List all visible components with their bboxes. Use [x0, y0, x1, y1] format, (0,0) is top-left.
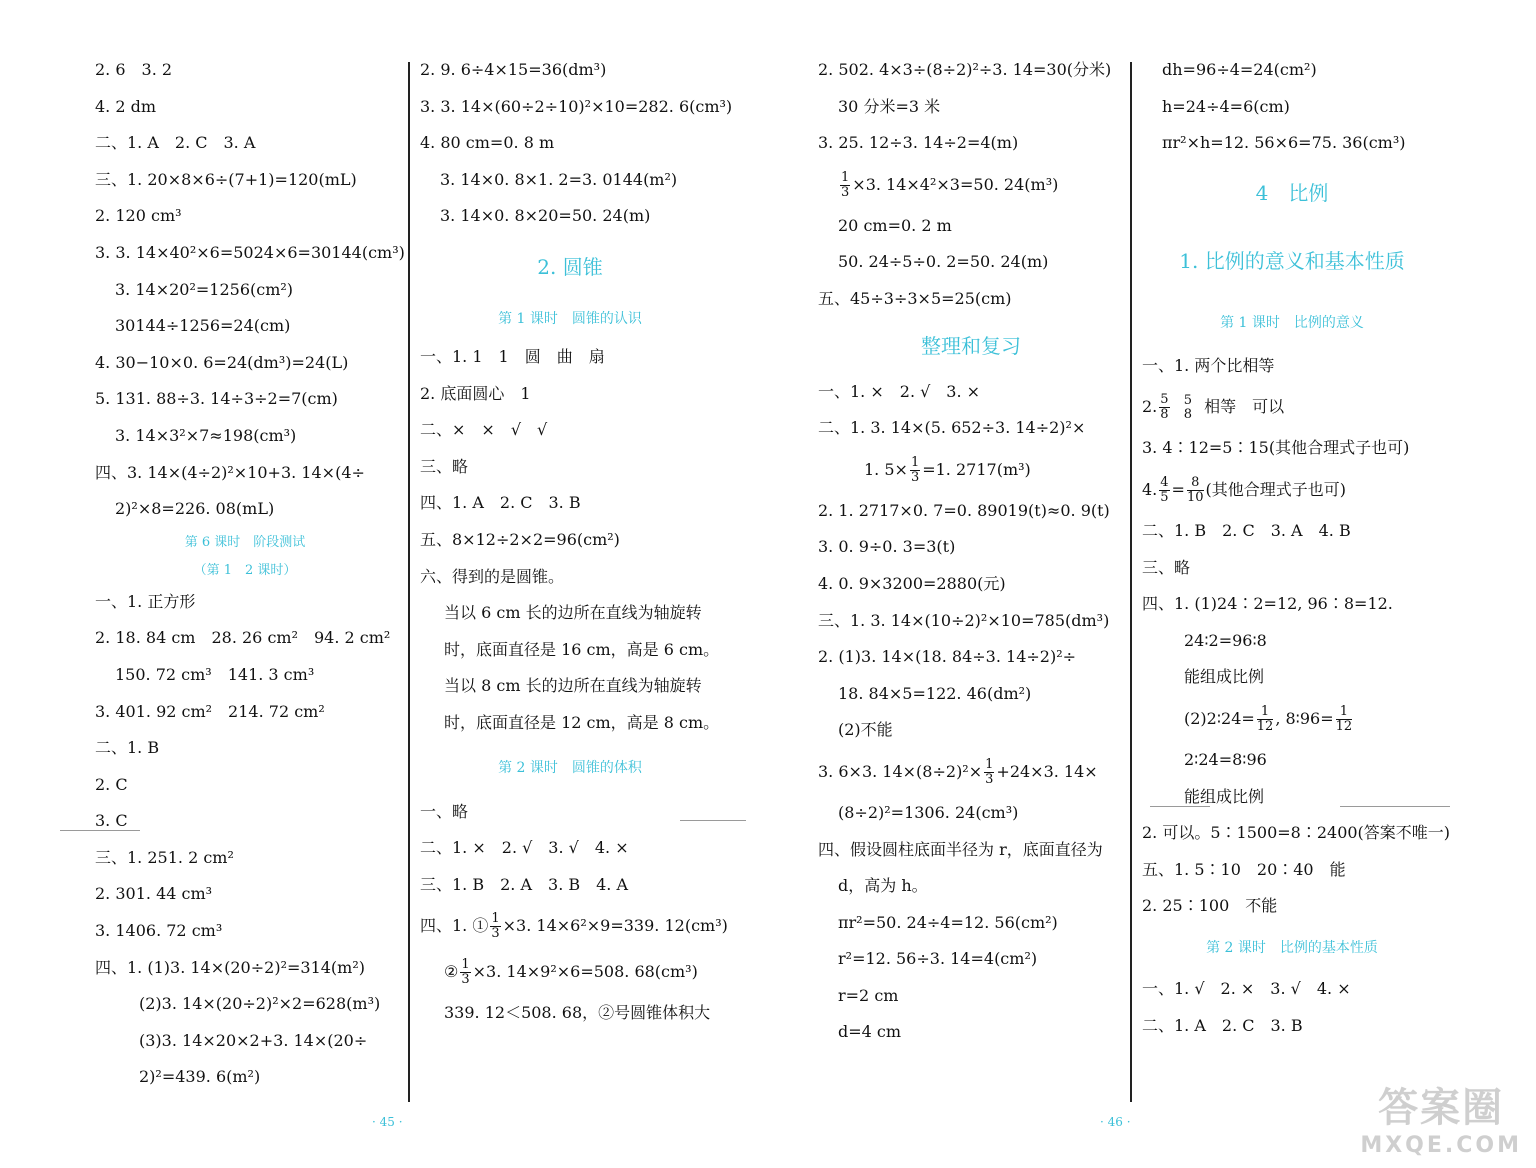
answer-line: 三、略 — [420, 456, 469, 476]
answer-line: 4. 80 cm=0. 8 m — [420, 133, 555, 153]
answer-line: 3. 4∶12=5∶15(其他合理式子也可) — [1142, 438, 1410, 458]
lesson-heading: 第 2 课时 圆锥的体积 — [498, 759, 642, 776]
answer-line: 三、1. 20×8×6÷(7+1)=120(mL) — [95, 169, 357, 189]
lesson-heading: 第 6 课时 阶段测试 — [184, 534, 306, 550]
answer-line: 2. C — [95, 774, 128, 794]
fraction-numerator: 8 — [1187, 476, 1204, 491]
answer-line: (2)3. 14×(20÷2)²×2=628(m³) — [139, 994, 381, 1014]
answer-line: 3. 3. 14×40²×6=5024×6=30144(cm³) — [95, 242, 405, 262]
answer-text: =1. 2717(m³) — [922, 459, 1031, 479]
answer-line: πr²=50. 24÷4=12. 56(cm²) — [838, 912, 1058, 932]
answer-line — [818, 749, 1124, 795]
answer-text: 四、1. ① — [420, 916, 489, 936]
answer-line: 3. 14×0. 8×20=50. 24(m) — [440, 206, 651, 226]
lesson-heading: 第 2 课时 比例的基本性质 — [1206, 939, 1378, 956]
fraction-denominator: 5 — [1160, 489, 1169, 505]
fraction — [840, 171, 850, 200]
fraction — [1184, 394, 1192, 422]
answer-line: 2. 120 cm³ — [95, 206, 182, 226]
lesson-heading: 第 1 课时 圆锥的认识 — [498, 310, 642, 327]
answer-column-1 — [95, 52, 405, 1096]
answer-line — [420, 949, 720, 995]
answer-line: 3. 25. 12÷3. 14÷2=4(m) — [818, 133, 1019, 153]
answer-line: 2. 502. 4×3÷(8÷2)²÷3. 14=30(分米) — [818, 60, 1112, 79]
fraction-numerator: 5 — [1160, 392, 1169, 408]
answer-line: 2)²×8=226. 08(mL) — [115, 499, 275, 519]
fraction-numerator: 4 — [1160, 474, 1169, 490]
answer-text: 1. 5× — [864, 459, 908, 479]
answer-line: 30 分米=3 米 — [838, 96, 941, 116]
fraction-denominator: 3 — [841, 184, 850, 200]
answer-line: 18. 84×5=122. 46(dm²) — [838, 683, 1032, 703]
fraction-denominator: 8 — [1160, 407, 1169, 423]
fraction-denominator: 12 — [1256, 718, 1274, 734]
fraction-numerator: 1 — [841, 169, 850, 185]
answer-line: 3. 14×3²×7≈198(cm³) — [115, 425, 297, 445]
answer-line: 一、1. 两个比相等 — [1142, 355, 1275, 375]
fraction-numerator: 5 — [1183, 392, 1192, 408]
answer-line: 二、1. 3. 14×(5. 652÷3. 14÷2)²× — [818, 418, 1086, 438]
column-divider — [408, 62, 410, 1102]
answer-line: 二、1. B — [95, 738, 160, 758]
answer-line: πr²×h=12. 56×6=75. 36(cm³) — [1162, 133, 1406, 153]
answer-line: 二、× × √ √ — [420, 420, 548, 440]
answer-line: 五、1. 5∶10 20∶40 能 — [1142, 859, 1346, 879]
fraction-numerator: 1 — [1257, 705, 1274, 720]
answer-line: 一、1. √ 2. × 3. √ 4. × — [1142, 978, 1351, 998]
answer-line: 2. 1. 2717×0. 7=0. 89019(t)≈0. 9(t) — [818, 500, 1110, 520]
answer-line: 2. 底面圆心 1 — [420, 383, 531, 403]
fraction-denominator: 3 — [910, 469, 920, 485]
answer-line: 二、1. A 2. C 3. A — [95, 133, 256, 153]
answer-line: (8÷2)²=1306. 24(cm³) — [838, 802, 1019, 822]
answer-line: 2. 25∶100 不能 — [1142, 896, 1278, 916]
page-number-left: · 45 · — [372, 1115, 403, 1129]
answer-line: 三、1. B 2. A 3. B 4. A — [420, 874, 629, 894]
answer-text: 3. 6×3. 14×(8÷2)²× — [818, 761, 983, 781]
answer-line: 一、1. 1 1 圆 曲 扇 — [420, 346, 605, 366]
answer-line: h=24÷4=6(cm) — [1162, 96, 1290, 116]
answer-line: r=2 cm — [838, 985, 899, 1005]
answer-line: 2. 18. 84 cm 28. 26 cm² 94. 2 cm² — [95, 628, 391, 648]
fraction — [984, 758, 994, 787]
answer-text: +24×3. 14× — [996, 761, 1098, 781]
answer-line: 3. 0. 9÷0. 3=3(t) — [818, 537, 956, 557]
fraction — [1159, 476, 1169, 505]
fraction-denominator: 3 — [461, 972, 470, 988]
answer-line: 50. 24÷5÷0. 2=50. 24(m) — [838, 252, 1049, 272]
answer-line: 4. 30−10×0. 6=24(dm³)=24(L) — [95, 352, 349, 372]
answer-line: 二、1. A 2. C 3. B — [1142, 1015, 1303, 1035]
answer-line: d，高为 h。 — [838, 876, 928, 896]
page-number-right: · 46 · — [1100, 1115, 1131, 1129]
answer-line: 2. (1)3. 14×(18. 84÷3. 14÷2)²÷ — [818, 647, 1077, 667]
fraction-denominator: 3 — [985, 771, 994, 787]
answer-line: 20 cm=0. 2 m — [838, 215, 952, 235]
watermark-title: 答案圈 — [1378, 1085, 1505, 1131]
answer-line: 一、1. 正方形 — [95, 591, 196, 611]
answer-line: 2. 可以。5∶1500=8∶2400(答案不唯一) — [1142, 823, 1451, 843]
fraction-denominator: 3 — [491, 926, 500, 942]
answer-line: 3. 14×20²=1256(cm²) — [115, 279, 294, 299]
answer-line: 4. 0. 9×3200=2880(元) — [818, 573, 1006, 593]
unit-heading: 整理和复习 — [921, 333, 1021, 358]
answer-line: 二、1. B 2. C 3. A 4. B — [1142, 520, 1351, 540]
answer-text: 相等 可以 — [1204, 397, 1285, 417]
fraction — [1159, 393, 1169, 422]
scan-rule — [1150, 806, 1210, 807]
watermark-logo — [1360, 1076, 1522, 1158]
answer-line: 时，底面直径是 12 cm，高是 8 cm。 — [444, 712, 720, 732]
watermark-url: MXQE.COM — [1360, 1133, 1522, 1158]
fraction — [910, 456, 920, 485]
fraction-denominator: 8 — [1183, 406, 1192, 422]
answer-line: 3. 3. 14×(60÷2÷10)²×10=282. 6(cm³) — [420, 96, 733, 116]
scan-rule — [680, 820, 746, 821]
answer-line: 150. 72 cm³ 141. 3 cm³ — [115, 664, 315, 684]
answer-line: 5. 131. 88÷3. 14÷3÷2=7(cm) — [95, 389, 338, 409]
fraction-denominator: 10 — [1186, 489, 1204, 505]
answer-line — [818, 162, 1124, 208]
answer-text: (2)2∶24= — [1184, 708, 1255, 728]
answer-line: 2)²=439. 6(m²) — [139, 1067, 261, 1087]
unit-heading: 2. 圆锥 — [537, 254, 603, 279]
answer-line: 能组成比例 — [1184, 786, 1265, 806]
answer-line — [818, 447, 1124, 493]
answer-line: 三、1. 251. 2 cm² — [95, 847, 234, 867]
answer-column-3 — [818, 52, 1124, 1051]
answer-text: , 8∶96= — [1275, 708, 1334, 728]
answer-line: 339. 12＜508. 68，②号圆锥体积大 — [444, 1003, 711, 1023]
answer-line: r²=12. 56÷3. 14=4(cm²) — [838, 949, 1038, 969]
fraction-numerator: 1 — [985, 756, 994, 772]
answer-line: 六、得到的是圆锥。 — [420, 566, 565, 586]
answer-line: 当以 6 cm 长的边所在直线为轴旋转 — [444, 603, 702, 623]
answer-line: 三、1. 3. 14×(10÷2)²×10=785(dm³) — [818, 610, 1110, 630]
answer-line: 五、45÷3÷3×5=25(cm) — [818, 288, 1012, 308]
answer-line: 四、1. (1)3. 14×(20÷2)²=314(m²) — [95, 957, 365, 977]
answer-line: 一、略 — [420, 801, 469, 821]
answer-line: 3. 401. 92 cm² 214. 72 cm² — [95, 701, 325, 721]
section-heading: 1. 比例的意义和基本性质 — [1179, 248, 1405, 273]
fraction — [460, 958, 470, 987]
fraction-numerator: 1 — [491, 911, 500, 927]
answer-line: d=4 cm — [838, 1022, 902, 1042]
answer-line: (2)不能 — [838, 720, 893, 740]
answer-line: 3. 14×0. 8×1. 2=3. 0144(m²) — [440, 169, 678, 189]
answer-line: 能组成比例 — [1184, 667, 1265, 687]
answer-line: 3. 1406. 72 cm³ — [95, 921, 223, 941]
answer-line: 4. 2 dm — [95, 96, 157, 116]
scan-rule — [60, 830, 140, 831]
answer-text: ② — [444, 962, 459, 982]
fraction-numerator: 1 — [1336, 705, 1353, 720]
column-divider — [1130, 62, 1132, 1102]
answer-line — [420, 903, 728, 949]
unit-heading: 4 比例 — [1255, 180, 1329, 205]
fraction — [1187, 476, 1204, 505]
answer-line: 四、1. (1)24∶2=12, 96∶8=12. — [1142, 594, 1393, 614]
answer-column-4 — [1142, 52, 1451, 1044]
answer-line: 五、8×12÷2×2=96(cm²) — [420, 529, 620, 549]
answer-line — [1142, 384, 1442, 430]
fraction-denominator: 12 — [1335, 718, 1353, 734]
answer-line: 2. 9. 6÷4×15=36(dm³) — [420, 60, 607, 79]
answer-line: 2∶24=8∶96 — [1184, 749, 1267, 769]
fraction — [1257, 705, 1274, 734]
answer-text: (其他合理式子也可) — [1205, 479, 1346, 499]
answer-line: 3. C — [95, 811, 128, 831]
answer-line: 2. 301. 44 cm³ — [95, 884, 213, 904]
answer-line: 4. $\frac{4}{5}$ = $\frac{8}{10}$ (其他合理式子也可) — [1142, 474, 1346, 505]
answer-line: 一、1. × 2. √ 3. × — [818, 381, 981, 401]
fraction — [490, 912, 500, 941]
answer-line: 四、1. A 2. C 3. B — [420, 493, 581, 513]
fraction-numerator: 1 — [910, 454, 920, 470]
fraction-numerator: 1 — [461, 957, 470, 973]
answer-text: ×3. 14×4²×3=50. 24(m³) — [852, 174, 1059, 194]
scan-rule — [1340, 806, 1450, 807]
answer-line: 2. 6 3. 2 — [95, 60, 173, 79]
answer-text: ×3. 14×9²×6=508. 68(cm³) — [472, 962, 698, 982]
answer-text: 2. — [1142, 397, 1158, 417]
answer-line: 时，底面直径是 16 cm，高是 6 cm。 — [444, 639, 720, 659]
answer-line: 四、3. 14×(4÷2)²×10+3. 14×(4÷ — [95, 462, 365, 482]
lesson-subheading: （第 1 2 课时） — [193, 562, 297, 578]
answer-line — [1142, 696, 1442, 742]
answer-text: 4. — [1142, 479, 1158, 499]
answer-line: 30144÷1256=24(cm) — [115, 316, 291, 336]
answer-line: 24∶2=96∶8 — [1184, 630, 1267, 650]
answer-line: dh=96÷4=24(cm²) — [1162, 60, 1317, 79]
answer-line: 四、假设圆柱底面半径为 r，底面直径为 — [818, 839, 1103, 859]
lesson-heading: 第 1 课时 比例的意义 — [1220, 314, 1364, 331]
fraction — [1336, 705, 1353, 734]
answer-text: ×3. 14×6²×9=339. 12(cm³) — [502, 916, 728, 936]
answer-line: 当以 8 cm 长的边所在直线为轴旋转 — [444, 676, 702, 696]
answer-column-2 — [420, 52, 733, 1032]
answer-line: 三、略 — [1142, 557, 1191, 577]
answer-line: (3)3. 14×20×2+3. 14×(20÷ — [139, 1030, 368, 1050]
answer-line: 二、1. × 2. √ 3. √ 4. × — [420, 838, 629, 858]
